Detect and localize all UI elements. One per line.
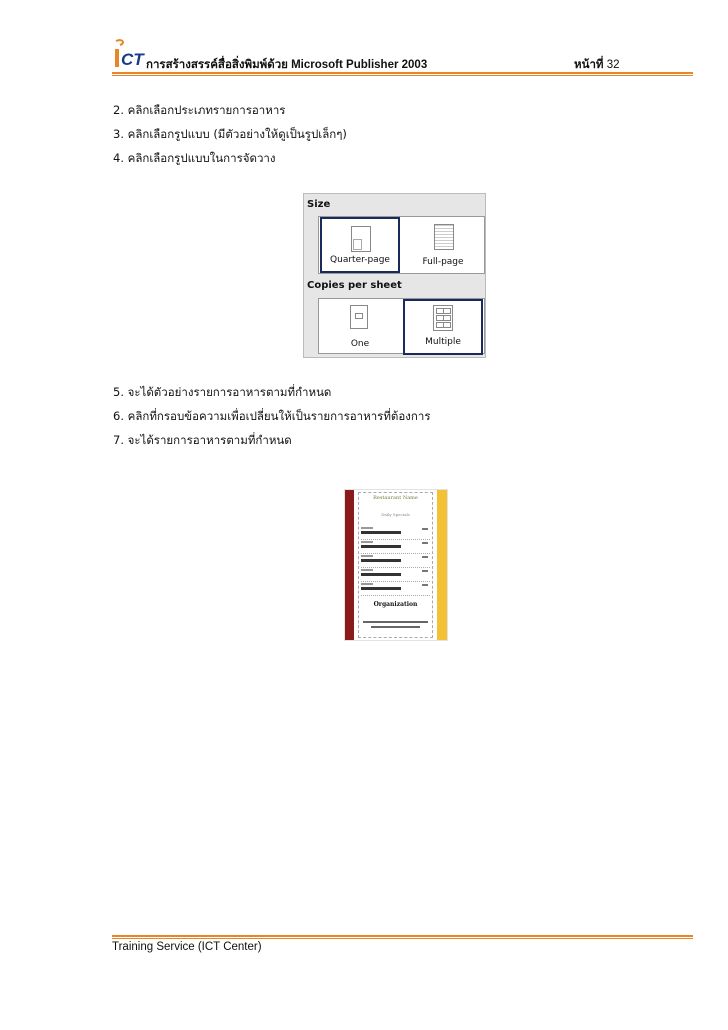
header-rule-thin xyxy=(112,75,693,76)
menu-left-band xyxy=(345,490,354,640)
page-label: หน้าที่ xyxy=(574,59,604,71)
footer-rule-thin xyxy=(112,938,693,939)
step-5: 5. จะได้ตัวอย่างรายการอาหารตามที่กำหนด xyxy=(113,385,332,399)
step-4: 4. คลิกเลือกรูปแบบในการจัดวาง xyxy=(113,151,276,165)
footer-text: Training Service (ICT Center) xyxy=(112,941,262,953)
page-number: 32 xyxy=(606,59,620,71)
menu-frame xyxy=(358,492,433,638)
menu-organization: Organization xyxy=(373,601,418,608)
menu-item xyxy=(361,583,430,596)
step-2: 2. คลิกเลือกประเภทรายการอาหาร xyxy=(113,103,286,117)
size-options xyxy=(318,216,485,274)
multiple-copies-thumb-icon xyxy=(433,305,453,331)
menu-title: Restaurant Name xyxy=(373,495,418,501)
svg-text:CT: CT xyxy=(121,50,144,69)
one-copy-thumb-icon xyxy=(350,305,368,329)
size-option-label: Full-page xyxy=(422,257,464,267)
menu-footer-text xyxy=(363,621,428,631)
size-option-full-page[interactable] xyxy=(403,217,483,273)
layout-options-panel xyxy=(303,193,486,358)
ict-logo xyxy=(112,39,146,69)
copies-option-label: One xyxy=(350,339,370,349)
menu-item xyxy=(361,555,430,568)
menu-right-band xyxy=(437,490,447,640)
footer-rule xyxy=(112,935,693,937)
size-option-quarter-page[interactable] xyxy=(320,217,400,273)
copies-option-one[interactable] xyxy=(320,299,400,355)
copies-option-label: Multiple xyxy=(425,337,461,347)
step-7: 7. จะได้รายการอาหารตามที่กำหนด xyxy=(113,433,292,447)
size-heading: Size xyxy=(307,199,331,210)
menu-item xyxy=(361,527,430,540)
document-title: การสร้างสรรค์สื่อสิ่งพิมพ์ด้วย Microsoft Publisher 2003 xyxy=(146,59,428,71)
quarter-page-thumb-icon xyxy=(351,226,371,252)
full-page-thumb-icon xyxy=(434,224,454,250)
menu-item xyxy=(361,569,430,582)
size-option-label: Quarter-page xyxy=(330,255,390,265)
step-6: 6. คลิกที่กรอบข้อความเพื่อเปลี่ยนให้เป็นรายการอาหารที่ต้องการ xyxy=(113,409,431,423)
menu-preview-image xyxy=(344,489,448,641)
copies-heading: Copies per sheet xyxy=(307,280,402,291)
menu-subtitle: Daily Specials xyxy=(381,512,410,517)
header-rule xyxy=(112,72,693,74)
copies-option-multiple[interactable] xyxy=(403,299,483,355)
menu-item xyxy=(361,541,430,554)
step-3: 3. คลิกเลือกรูปแบบ (มีตัวอย่างให้ดูเป็นรูปเล็กๆ) xyxy=(113,127,347,141)
copies-options xyxy=(318,298,485,354)
